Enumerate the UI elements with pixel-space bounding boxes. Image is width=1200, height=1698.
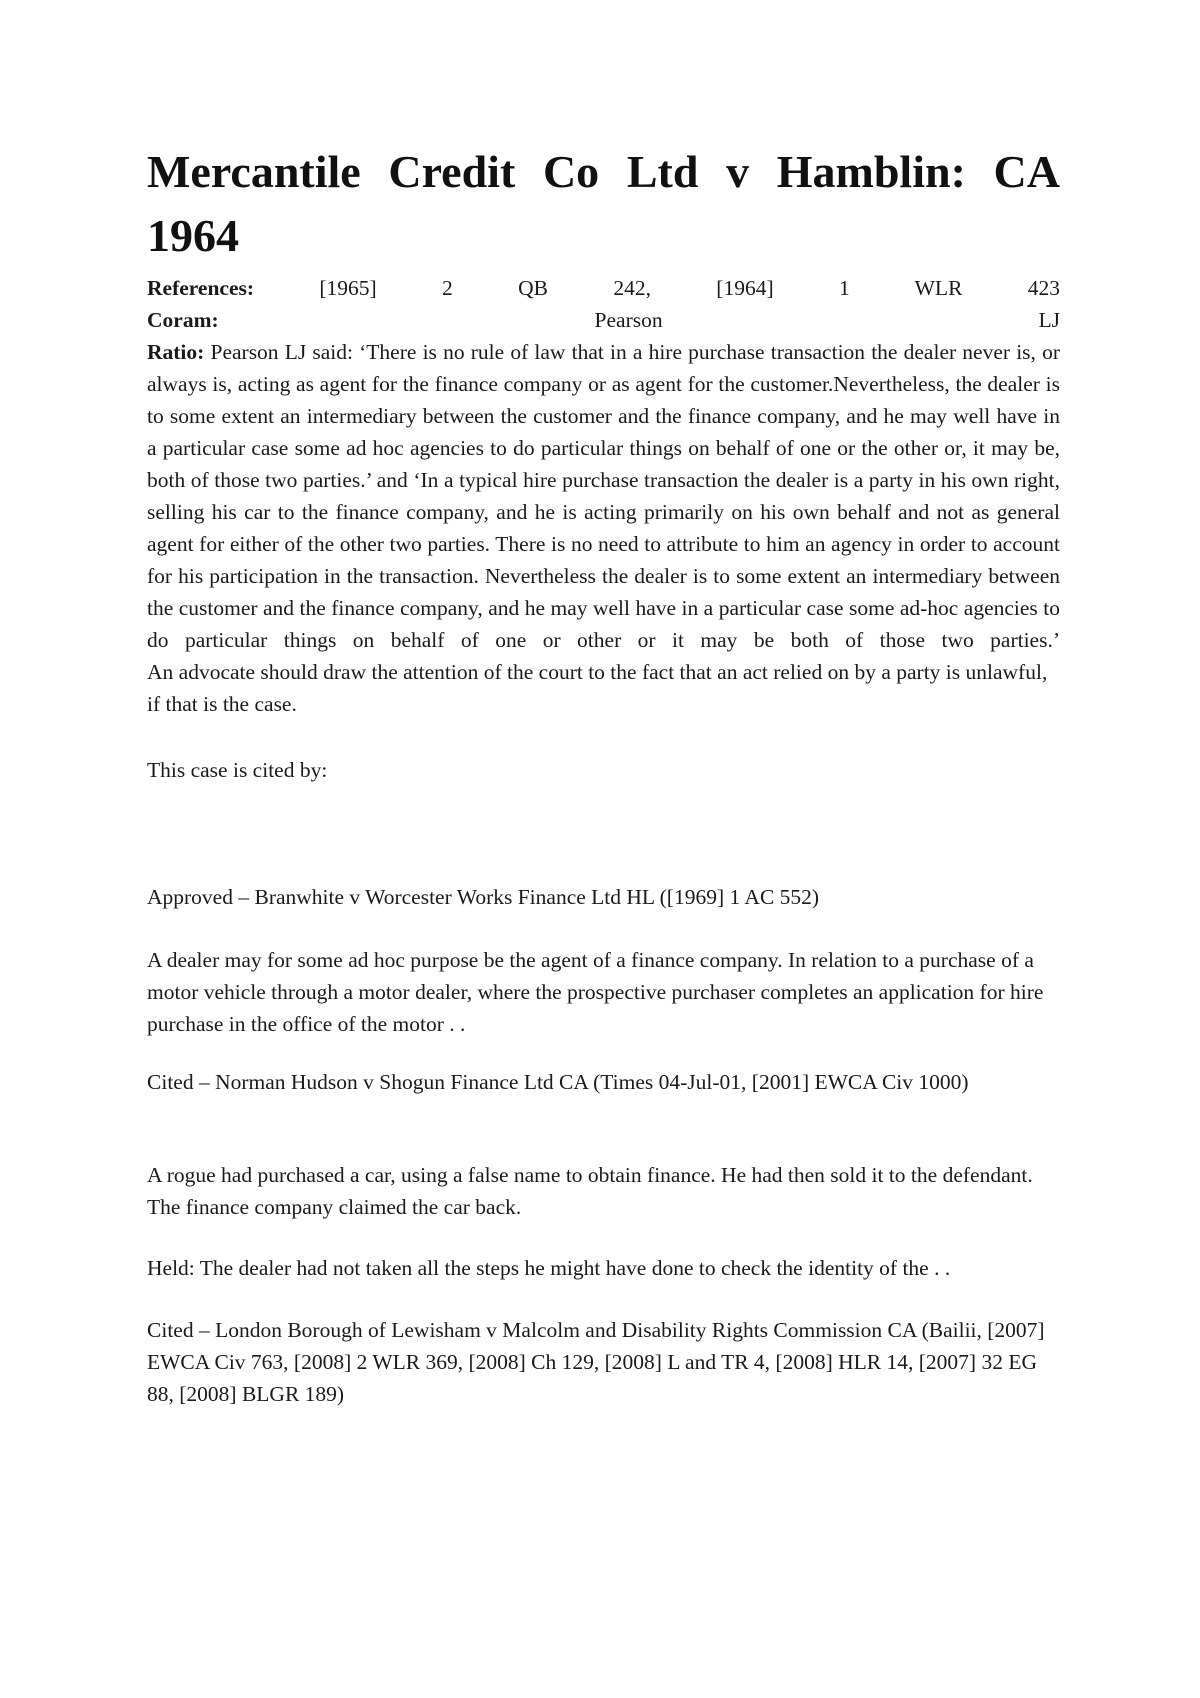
citation-heading-3: Cited – London Borough of Lewisham v Malcolm and Disability Rights Commission CA (Bailii, [2007] EWCA Civ 763, [2008] 2 WLR 369, [2008] Ch 129, [2008] L and TR 4, [2008] HLR 14, [2007] 32 EG 88, [2008] BLGR 189) [147, 1318, 1045, 1406]
coram-value: Pearson LJ [218, 308, 1060, 332]
cited-by-intro: This case is cited by: [147, 758, 328, 782]
citation-heading-2: Cited – Norman Hudson v Shogun Finance Ltd CA (Times 04-Jul-01, [2001] EWCA Civ 1000) [147, 1070, 969, 1094]
citation-held-2: Held: The dealer had not taken all the steps he might have done to check the identity of the . . [147, 1256, 951, 1280]
case-summary [147, 272, 1060, 720]
ratio-text: Pearson LJ said: ‘There is no rule of law that in a hire purchase transaction the dealer never is, or always is, acting as agent for the finance company or as agent for the customer.Nevertheless, the dealer is to some extent an intermediary between the customer and the finance company, and he may well have in a particular case some ad hoc agencies to do particular things on behalf of one or the other or, it may be, both of those two parties.’ and ‘In a typical hire purchase transaction the dealer is a party in his own right, selling his car to the finance company, and he is acting primarily on his own behalf and not as general agent for either of the other two parties. There is no need to attribute to him an agency in order to account for his participation in the transaction. Nevertheless the dealer is to some extent an intermediary between the customer and the finance company, and he may well have in a particular case some ad-hoc agencies to do particular things on behalf of one or other or it may be both of those two parties.’ [147, 340, 1060, 652]
ratio-label: Ratio: [147, 340, 205, 364]
citation-summary-2: A rogue had purchased a car, using a false name to obtain finance. He had then sold it to the defendant. The finance company claimed the car back. [147, 1163, 1033, 1219]
citation-heading-1: Approved – Branwhite v Worcester Works Finance Ltd HL ([1969] 1 AC 552) [147, 885, 820, 909]
coram-line [147, 304, 1060, 336]
ratio-paragraph [147, 336, 1060, 656]
coram-label: Coram: [147, 308, 219, 332]
citation-summary-1: A dealer may for some ad hoc purpose be the agent of a finance company. In relation to a purchase of a motor vehicle through a motor dealer, where the prospective purchaser completes an application for hire purchase in the office of the motor . . [147, 948, 1044, 1036]
case-title: Mercantile Credit Co Ltd v Hamblin: CA 1964 [147, 146, 1060, 261]
references-line [147, 272, 1060, 304]
advocate-note: An advocate should draw the attention of the court to the fact that an act relied on by a party is unlawful, if that is the case. [147, 660, 1048, 716]
references-value: [1965] 2 QB 242, [1964] 1 WLR 423 [254, 276, 1060, 300]
references-label: References: [147, 276, 255, 300]
